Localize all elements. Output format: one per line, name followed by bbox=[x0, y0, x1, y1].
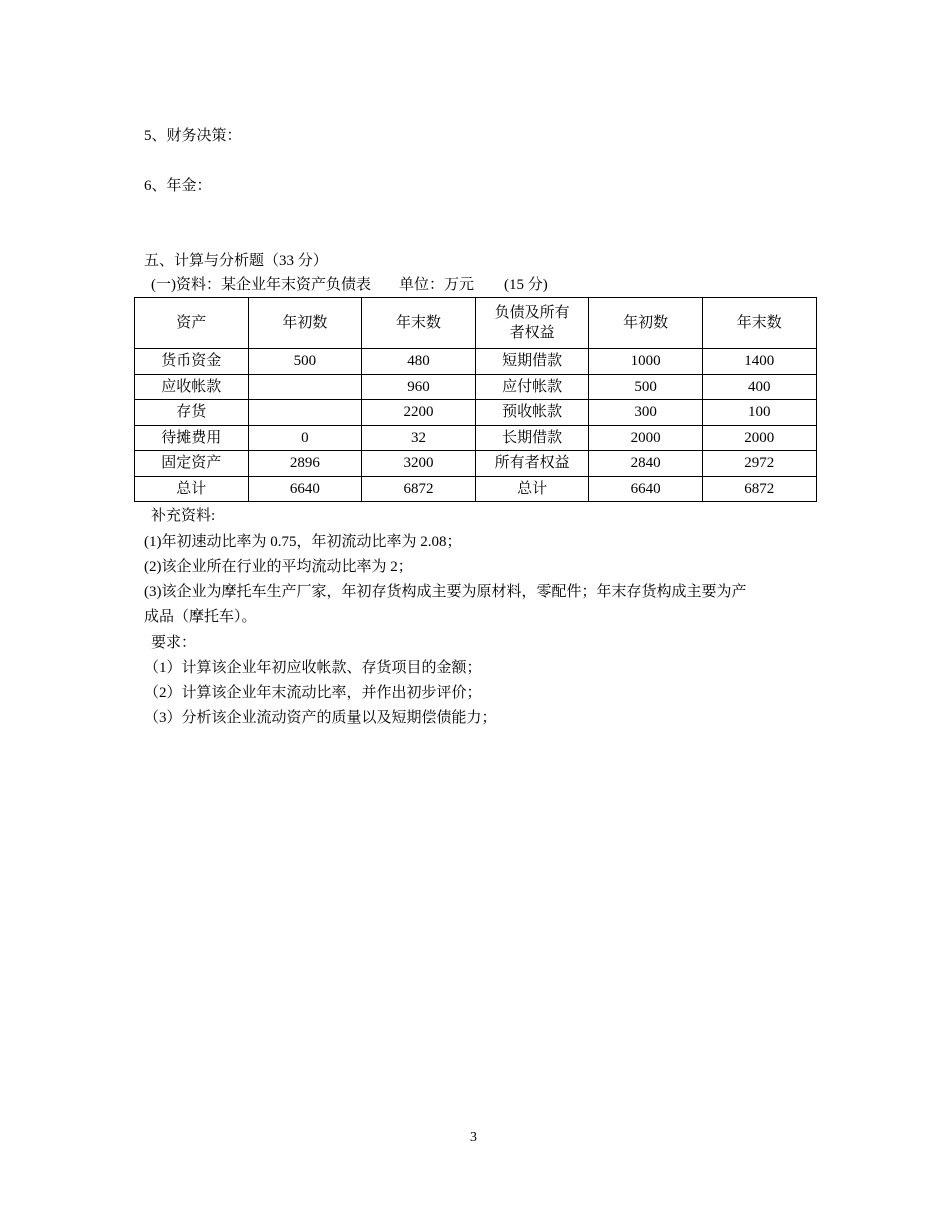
subtitle-score: (15 分) bbox=[504, 277, 548, 293]
table-cell: 2972 bbox=[702, 451, 816, 477]
table-cell: 400 bbox=[702, 374, 816, 400]
table-cell: 应付帐款 bbox=[475, 374, 589, 400]
table-cell: 480 bbox=[362, 349, 476, 375]
table-cell: 0 bbox=[248, 425, 362, 451]
header-cell: 年初数 bbox=[248, 298, 362, 349]
table-cell: 6872 bbox=[702, 476, 816, 502]
table-row bbox=[135, 425, 817, 451]
header-cell: 年末数 bbox=[702, 298, 816, 349]
table-cell: 固定资产 bbox=[135, 451, 249, 477]
supplement-label: 补充资料: bbox=[151, 508, 216, 524]
table-cell: 2200 bbox=[362, 400, 476, 426]
supplement-note-3-line1: (3)该企业为摩托车生产厂家，年初存货构成主要为原材料，零配件；年末存货构成主要为产 bbox=[144, 584, 747, 600]
table-cell: 存货 bbox=[135, 400, 249, 426]
table-row bbox=[135, 374, 817, 400]
item-financial-decision: 5、财务决策： bbox=[144, 128, 242, 144]
table-cell: 3200 bbox=[362, 451, 476, 477]
balance-sheet-table bbox=[134, 297, 817, 502]
requirement-1: （1）计算该企业年初应收帐款、存货项目的金额； bbox=[144, 660, 482, 676]
table-cell: 32 bbox=[362, 425, 476, 451]
table-cell: 预收帐款 bbox=[475, 400, 589, 426]
table-cell: 货币资金 bbox=[135, 349, 249, 375]
table-row bbox=[135, 451, 817, 477]
header-cell: 年初数 bbox=[589, 298, 703, 349]
table-row-total bbox=[135, 476, 817, 502]
table-cell: 6872 bbox=[362, 476, 476, 502]
subtitle-material: (一)资料：某企业年末资产负债表 bbox=[151, 277, 371, 293]
header-liab-line2: 者权益 bbox=[509, 325, 555, 341]
table-cell: 所有者权益 bbox=[475, 451, 589, 477]
table-cell: 6640 bbox=[248, 476, 362, 502]
item-annuity: 6、年金： bbox=[144, 178, 212, 194]
requirement-3: （3）分析该企业流动资产的质量以及短期偿债能力； bbox=[144, 710, 497, 726]
page-number: 3 bbox=[470, 1130, 477, 1145]
table-cell: 300 bbox=[589, 400, 703, 426]
table-cell: 总计 bbox=[135, 476, 249, 502]
table-cell: 1400 bbox=[702, 349, 816, 375]
table-cell: 960 bbox=[362, 374, 476, 400]
table-cell: 500 bbox=[248, 349, 362, 375]
table-row bbox=[135, 349, 817, 375]
table-cell: 短期借款 bbox=[475, 349, 589, 375]
table-cell: 应收帐款 bbox=[135, 374, 249, 400]
header-cell: 资产 bbox=[135, 298, 249, 349]
table-cell: 6640 bbox=[589, 476, 703, 502]
table-cell: 100 bbox=[702, 400, 816, 426]
table-cell: 待摊费用 bbox=[135, 425, 249, 451]
header-liab-line1: 负债及所有 bbox=[494, 305, 570, 321]
table-cell: 2000 bbox=[702, 425, 816, 451]
requirement-2: （2）计算该企业年末流动比率，并作出初步评价； bbox=[144, 685, 482, 701]
header-cell-liabilities bbox=[475, 298, 589, 349]
table-cell: 2000 bbox=[589, 425, 703, 451]
section-subtitle bbox=[151, 275, 548, 295]
requirements-label: 要求： bbox=[151, 635, 197, 651]
table-cell: 长期借款 bbox=[475, 425, 589, 451]
table-cell: 2896 bbox=[248, 451, 362, 477]
header-cell: 年末数 bbox=[362, 298, 476, 349]
section-title: 五、计算与分析题（33 分） bbox=[144, 253, 328, 269]
table-cell: 1000 bbox=[589, 349, 703, 375]
supplement-note-2: (2)该企业所在行业的平均流动比率为 2； bbox=[144, 559, 413, 575]
table-cell: 500 bbox=[589, 374, 703, 400]
subtitle-unit: 单位：万元 bbox=[399, 277, 475, 293]
table-row bbox=[135, 400, 817, 426]
table-cell: 2840 bbox=[589, 451, 703, 477]
table-cell bbox=[248, 400, 362, 426]
table-cell bbox=[248, 374, 362, 400]
table-header-row bbox=[135, 298, 817, 349]
supplement-note-3-line2: 成品（摩托车）。 bbox=[144, 609, 257, 625]
table-cell: 总计 bbox=[475, 476, 589, 502]
supplement-note-1: (1)年初速动比率为 0.75，年初流动比率为 2.08； bbox=[144, 534, 462, 550]
